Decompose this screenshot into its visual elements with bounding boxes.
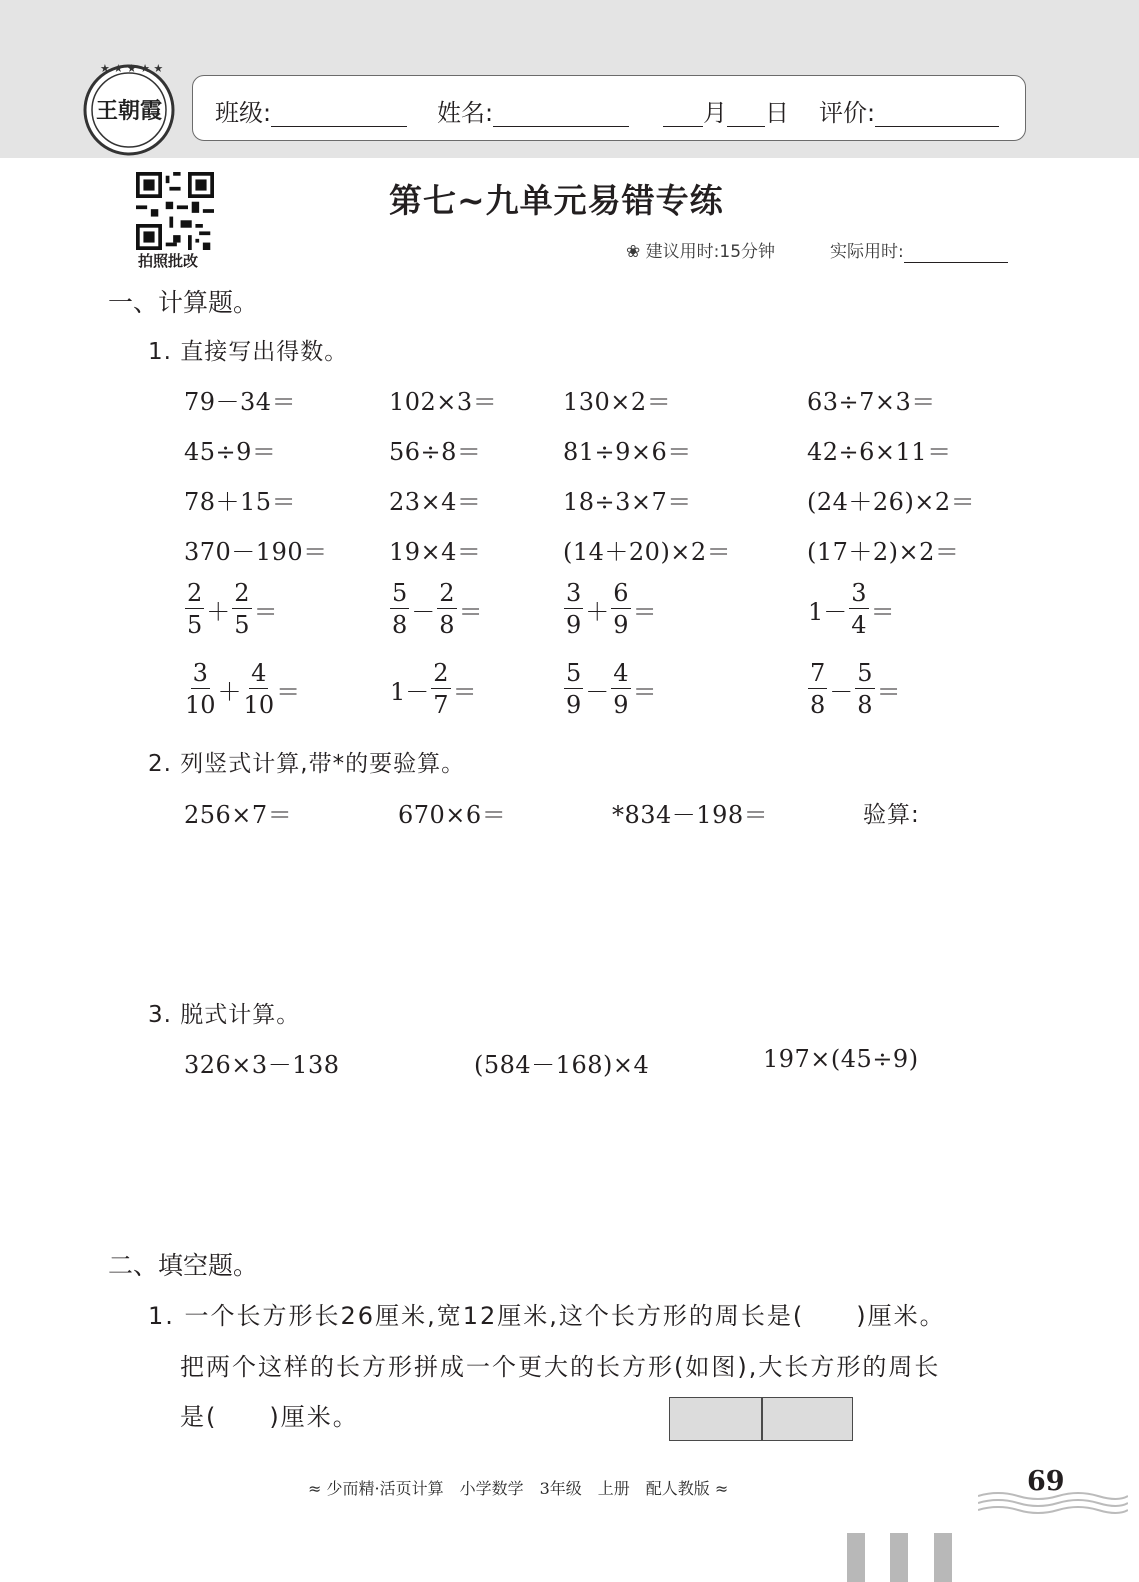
fraction-item: $\frac{2}{5}$ ＋ $\frac{2}{5}$ ＝ bbox=[187, 579, 278, 640]
fraction-item: 1－ $\frac{3}{4}$ ＝ bbox=[808, 579, 895, 640]
stepwise-calc-item: (584－168)×4 bbox=[474, 1051, 650, 1079]
page-title: 第七~九单元易错专练 bbox=[389, 181, 724, 220]
fill-question-line: 把两个这样的长方形拼成一个更大的长方形(如图),大长方形的周长 bbox=[180, 1353, 941, 1381]
calc-item: (17＋2)×2＝ bbox=[807, 538, 960, 566]
calc-item: 63÷7×3＝ bbox=[807, 388, 936, 416]
calc-item: 130×2＝ bbox=[563, 388, 672, 416]
wave-decoration bbox=[978, 1488, 1128, 1518]
calc-item: 56÷8＝ bbox=[389, 438, 482, 466]
calc-item: 45÷9＝ bbox=[184, 438, 277, 466]
calc-item: (14＋20)×2＝ bbox=[563, 538, 732, 566]
calc-item: (24＋26)×2＝ bbox=[807, 488, 976, 516]
q2-label: 2. 列竖式计算,带*的要验算。 bbox=[148, 751, 466, 777]
logo-text: 王朝霞 bbox=[95, 98, 163, 124]
combined-rectangle-figure bbox=[669, 1397, 853, 1441]
calc-item: 19×4＝ bbox=[389, 538, 482, 566]
q3-label: 3. 脱式计算。 bbox=[148, 1002, 301, 1028]
stepwise-calc-item: 326×3－138 bbox=[184, 1051, 340, 1079]
fraction-item: 1－ $\frac{2}{7}$ ＝ bbox=[390, 659, 477, 720]
publisher-logo bbox=[80, 58, 178, 156]
calc-item: 23×4＝ bbox=[389, 488, 482, 516]
verify-label: 验算: bbox=[863, 802, 920, 828]
vertical-calc-item: *834－198＝ bbox=[612, 801, 769, 829]
fill-question-line: 是( )厘米。 bbox=[180, 1403, 359, 1431]
section2-heading: 二、填空题。 bbox=[108, 1251, 259, 1280]
student-info-box bbox=[192, 75, 1026, 141]
calc-item: 370－190＝ bbox=[184, 538, 328, 566]
fraction-item: $\frac{5}{8}$ － $\frac{2}{8}$ ＝ bbox=[392, 579, 483, 640]
fill-question-line: 1. 一个长方形长26厘米,宽12厘米,这个长方形的周长是( )厘米。 bbox=[148, 1302, 946, 1330]
qr-code[interactable] bbox=[136, 172, 214, 250]
fraction-item: $\frac{3}{10}$ ＋ $\frac{4}{10}$ ＝ bbox=[185, 659, 301, 720]
fraction-item: $\frac{7}{8}$ － $\frac{5}{8}$ ＝ bbox=[810, 659, 901, 720]
vertical-calc-item: 256×7＝ bbox=[184, 801, 293, 829]
suggested-time: ❀ 建议用时:15分钟 bbox=[626, 242, 776, 262]
name-field[interactable]: 姓名: bbox=[437, 93, 629, 128]
calc-item: 18÷3×7＝ bbox=[563, 488, 692, 516]
section1-heading: 一、计算题。 bbox=[108, 288, 259, 317]
q1-label: 1. 直接写出得数。 bbox=[148, 339, 349, 365]
date-field[interactable]: 月 日 bbox=[663, 93, 789, 128]
calc-item: 78＋15＝ bbox=[184, 488, 297, 516]
page-number: 69 bbox=[1027, 1466, 1065, 1497]
calc-item: 79－34＝ bbox=[184, 388, 297, 416]
actual-time-field[interactable]: 实际用时: bbox=[830, 237, 1008, 263]
svg-text:★ ★ ★ ★ ★: ★ ★ ★ ★ ★ bbox=[100, 62, 164, 75]
fraction-item: $\frac{5}{9}$ － $\frac{4}{9}$ ＝ bbox=[566, 659, 657, 720]
footer-text: ≈ 少而精·活页计算 小学数学 3年级 上册 配人教版 ≈ bbox=[308, 1479, 729, 1498]
fraction-item: $\frac{3}{9}$ ＋ $\frac{6}{9}$ ＝ bbox=[566, 579, 657, 640]
vertical-calc-item: 670×6＝ bbox=[398, 801, 507, 829]
calc-item: 42÷6×11＝ bbox=[807, 438, 952, 466]
flower-icon: ❀ bbox=[626, 242, 641, 262]
class-field[interactable]: 班级: bbox=[215, 93, 407, 128]
stepwise-calc-item: 197×(45÷9) bbox=[763, 1045, 919, 1073]
evaluation-field[interactable]: 评价: bbox=[819, 93, 999, 128]
rectangle-divider bbox=[761, 1398, 763, 1440]
calc-item: 81÷9×6＝ bbox=[563, 438, 692, 466]
qr-caption: 拍照批改 bbox=[138, 252, 199, 270]
calc-item: 102×3＝ bbox=[389, 388, 498, 416]
